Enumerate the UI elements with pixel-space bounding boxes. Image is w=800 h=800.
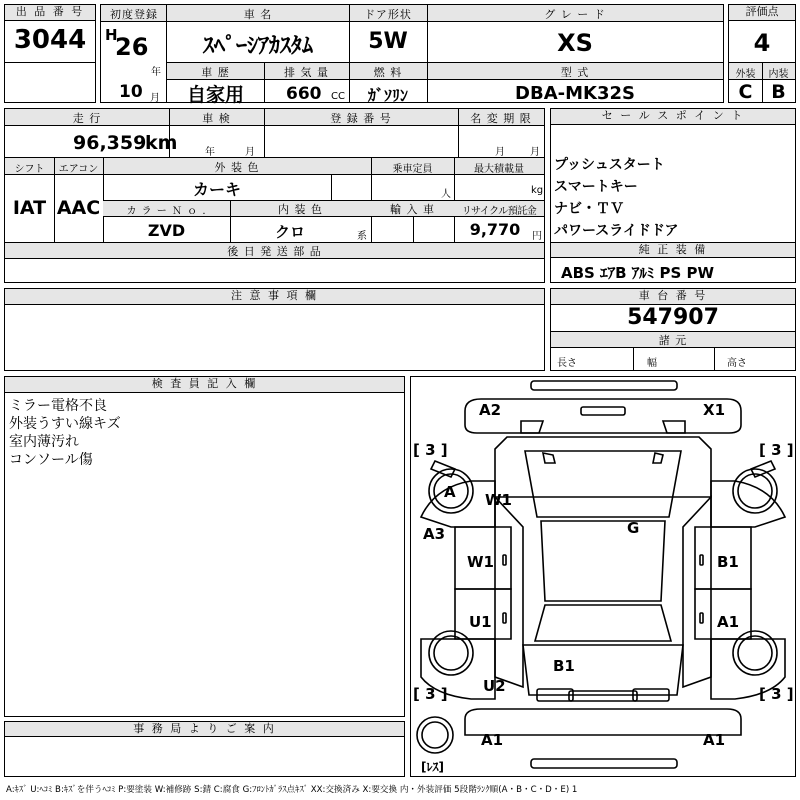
aircon-label: エアコン	[58, 164, 99, 175]
chassis-no-label: 車 台 番 号	[551, 289, 795, 305]
damage-code: A1	[481, 731, 504, 749]
inspector-note: 室内薄汚れ	[9, 434, 79, 450]
legend: A:ｷｽﾞ U:ﾍｺﾐ B:ｷｽﾞを伴うﾍｺﾐ P:要塗装 W:補修跡 S:錆 C:腐食 G:ﾌﾛﾝﾄｶﾞﾗｽ点ｷｽﾞ XX:交換済み X:要交換 内・外装評価 5段階ﾗﾝｸ順(A・B・C・D・E) 1	[6, 785, 578, 795]
recycle-fee: 9,770	[469, 220, 521, 239]
damage-code: B1	[553, 657, 575, 675]
km-unit: km	[145, 132, 178, 154]
color-no: ZVD	[147, 221, 186, 240]
tread-depth: [ 3 ]	[759, 685, 794, 703]
specs-label: 諸 元	[658, 334, 688, 347]
damage-code: A	[444, 483, 456, 501]
person-unit: 人	[441, 189, 451, 200]
reg-year: 26	[115, 33, 149, 61]
door-type: 5W	[368, 29, 408, 54]
color-no-label: カ ラ ー Ｎ ｏ .	[126, 206, 207, 217]
import-label: 輸 入 車	[390, 203, 435, 216]
spare-tire-label: [ﾚｽ]	[421, 760, 444, 774]
model: DBA-MK32S	[515, 83, 635, 104]
sales-point: スマートキー	[554, 179, 638, 195]
fuel-label: 燃 料	[373, 66, 403, 79]
damage-code: U1	[469, 613, 492, 631]
name-change-day-unit: 月	[530, 147, 540, 158]
kei-unit: 系	[357, 231, 367, 242]
tread-depth: [ 3 ]	[413, 441, 448, 459]
grade-label: グ レ ー ド	[544, 8, 606, 21]
car-name: ｽﾍﾟｰｼｱｶｽﾀﾑ	[202, 34, 313, 59]
interior-grade-label: 内装	[768, 69, 789, 80]
interior-color-label: 内 装 色	[278, 203, 323, 216]
plate-label: 登 録 番 号	[330, 112, 392, 125]
sales-point: パワースライドドア	[554, 223, 679, 239]
score-label: 評価点	[729, 5, 795, 21]
chassis-no: 547907	[627, 305, 719, 330]
later-parts-label: 後 日 発 送 部 品	[227, 245, 322, 258]
model-label: 型 式	[560, 66, 590, 79]
height-label: 高さ	[727, 358, 747, 369]
inspector-label: 検 査 員 記 入 欄	[5, 377, 404, 393]
damage-diagram	[410, 376, 796, 777]
name-change-label: 名 変 期 限	[470, 112, 532, 125]
lot-number-label: 出 品 番 号	[5, 5, 95, 21]
month-unit: 月	[150, 93, 160, 104]
inspection-year-unit: 年	[205, 147, 215, 158]
capacity-label: 乗車定員	[392, 164, 433, 175]
inspector-note: コンソール傷	[9, 452, 93, 468]
recycle-label: リサイクル預託金	[461, 206, 537, 217]
max-load-label: 最大積載量	[474, 164, 524, 175]
exterior-grade-label: 外装	[735, 69, 756, 80]
chassis-box	[550, 288, 796, 371]
mileage: 96,359	[73, 132, 147, 154]
notes-box	[4, 288, 545, 371]
office-box	[4, 721, 405, 777]
grade: XS	[557, 29, 593, 57]
era-mark: H	[105, 26, 118, 44]
sales-point: プッシュスタート	[554, 157, 665, 173]
lot-number-box	[4, 4, 96, 103]
interior-grade: B	[771, 81, 786, 103]
mileage-label: 走 行	[72, 112, 102, 125]
inspector-box	[4, 376, 405, 717]
lot-number: 3044	[13, 25, 87, 55]
fuel: ｶﾞｿﾘﾝ	[367, 86, 408, 105]
damage-code: B1	[717, 553, 739, 571]
damage-code: G	[627, 519, 640, 537]
displacement-label: 排 気 量	[284, 66, 329, 79]
aircon: AAC	[56, 197, 101, 219]
exterior-color-label: 外 装 色	[214, 161, 260, 174]
displacement: 660	[286, 84, 322, 104]
damage-code: A3	[423, 525, 446, 543]
length-label: 長さ	[557, 358, 577, 369]
genuine-equipment-label: 純 正 装 備	[551, 243, 795, 258]
office-label: 事 務 局 よ り ご 案 内	[5, 722, 404, 737]
sales-point: ナビ・ＴＶ	[554, 201, 624, 217]
damage-code: X1	[703, 401, 726, 419]
first-reg-label: 初度登録	[110, 8, 158, 21]
tread-depth: [ 3 ]	[413, 685, 448, 703]
vehicle-info-box	[100, 4, 724, 106]
inspector-note: ミラー電格不良	[9, 398, 107, 414]
score-box	[728, 4, 796, 103]
history-label: 車 歴	[201, 66, 230, 79]
tread-depth: [ 3 ]	[759, 441, 794, 459]
shift-label: シフト	[14, 164, 45, 175]
year-unit: 年	[151, 67, 161, 78]
damage-code: W1	[485, 491, 512, 509]
notes-label: 注 意 事 項 欄	[5, 289, 544, 305]
damage-code: A2	[479, 401, 502, 419]
interior-color: クロ	[274, 223, 305, 241]
inspection-month-unit: 月	[245, 147, 255, 158]
sales-points-label: セ ー ル ス ポ イ ン ト	[551, 109, 795, 125]
damage-code: A1	[717, 613, 740, 631]
shift: IAT	[12, 197, 47, 219]
cc-unit: CC	[331, 91, 345, 102]
name-change-month-unit: 月	[495, 147, 505, 158]
inspector-note: 外装うすい線キズ	[9, 416, 121, 432]
door-label: ドア形状	[364, 8, 412, 21]
equipment-list: ABS ｴｱB ｱﾙﾐ PS PW	[561, 264, 715, 282]
car-outline	[411, 377, 795, 776]
details-box	[4, 108, 545, 283]
damage-code: A1	[703, 731, 726, 749]
width-label: 幅	[647, 358, 657, 369]
sales-points-box	[550, 108, 796, 283]
exterior-grade: C	[738, 81, 753, 103]
kg-unit: kg	[531, 185, 544, 196]
reg-month: 10	[119, 82, 143, 102]
inspection-label: 車 検	[202, 112, 231, 125]
score: 4	[753, 29, 771, 57]
yen-unit: 円	[532, 231, 542, 242]
car-name-label: 車 名	[243, 8, 273, 21]
history: 自家用	[186, 84, 244, 106]
exterior-color: カーキ	[192, 180, 241, 199]
damage-code: W1	[467, 553, 494, 571]
damage-code: U2	[483, 677, 506, 695]
